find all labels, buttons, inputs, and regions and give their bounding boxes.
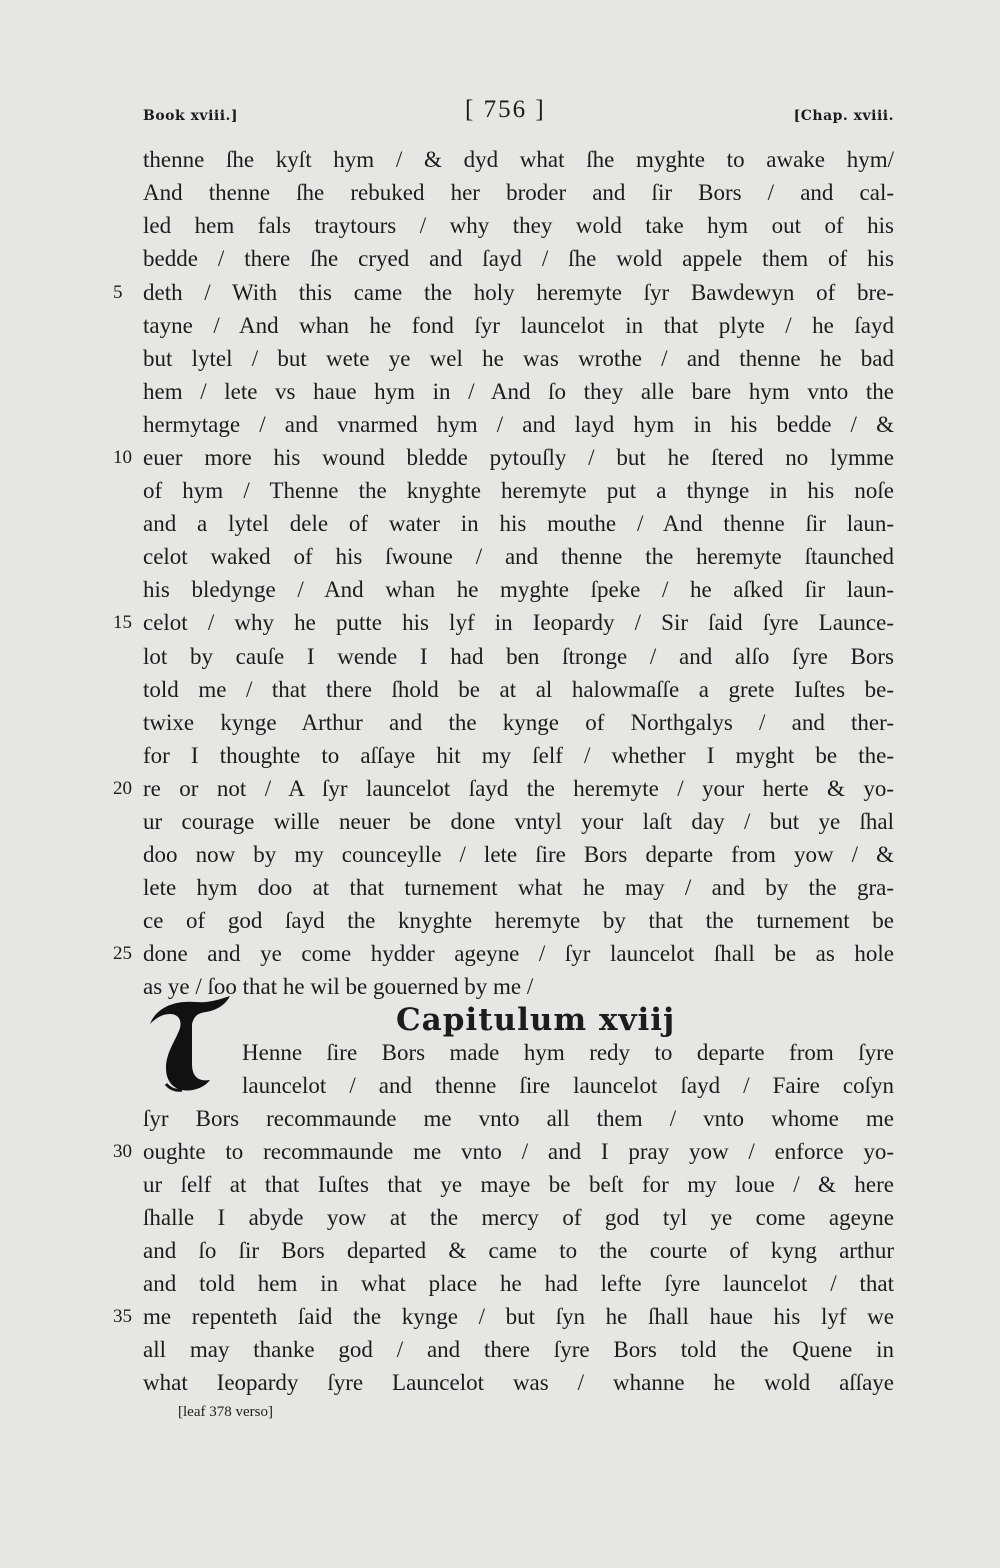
- text-line: led hem fals traytours / why they wold take hym out of his: [143, 213, 894, 238]
- text-line: and ſo ſir Bors departed & came to the courte of kyng arthur: [143, 1238, 894, 1263]
- line-number: 5: [113, 282, 123, 303]
- text-line: lot by cauſe I wende I had ben ſtronge / and alſo ſyre Bors: [143, 644, 894, 669]
- text-line: tayne / And whan he fond ſyr launcelot in that plyte / he ſayd: [143, 313, 894, 338]
- chapter-heading: Capitulum xviij: [396, 1002, 676, 1038]
- text-line: ur courage wille neuer be done vntyl your laſt day / but ye ſhal: [143, 809, 894, 834]
- line-number: 30: [113, 1141, 132, 1162]
- text-line: his bledynge / And whan he myghte ſpeke / he aſked ſir laun-: [143, 577, 894, 602]
- text-line: euer more his wound bledde pytouſly / but he ſtered no lymme: [143, 445, 894, 470]
- line-number: 35: [113, 1306, 132, 1327]
- text-line: thenne ſhe kyſt hym / & dyd what ſhe myghte to awake hym/: [143, 147, 894, 172]
- text-line: launcelot / and thenne ſire launcelot ſayd / Faire coſyn: [242, 1073, 894, 1098]
- line-number: 15: [113, 612, 132, 633]
- text-line: ce of god ſayd the knyghte heremyte by that the turnement be: [143, 908, 894, 933]
- text-line: twixe kynge Arthur and the kynge of Northgalys / and ther-: [143, 710, 894, 735]
- page-number: [ 756 ]: [465, 96, 546, 123]
- dropcap-initial: [146, 994, 234, 1094]
- text-line: of hym / Thenne the knyghte heremyte put a thynge in his noſe: [143, 478, 894, 503]
- line-number: 10: [113, 447, 132, 468]
- book-label: Book xviii.]: [143, 108, 239, 124]
- text-line: me repenteth ſaid the kynge / but ſyn he ſhall haue his lyf we: [143, 1304, 894, 1329]
- text-line: hem / lete vs haue hym in / And ſo they alle bare hym vnto the: [143, 379, 894, 404]
- text-line: celot / why he putte his lyf in Ieopardy / Sir ſaid ſyre Launce-: [143, 610, 894, 635]
- line-number: 25: [113, 943, 132, 964]
- text-line: lete hym doo at that turnement what he may / and by the gra-: [143, 875, 894, 900]
- text-line: re or not / A ſyr launcelot ſayd the heremyte / your herte & yo-: [143, 776, 894, 801]
- running-header: [0, 96, 1000, 136]
- text-line: as ye / ſoo that he wil be gouerned by me /: [143, 974, 534, 999]
- text-line: And thenne ſhe rebuked her broder and ſir Bors / and cal-: [143, 180, 894, 205]
- text-line: bedde / there ſhe cryed and ſayd / ſhe wold appele them of his: [143, 246, 894, 271]
- text-line: celot waked of his ſwoune / and thenne the heremyte ſtaunched: [143, 544, 894, 569]
- text-line: what Ieopardy ſyre Launcelot was / whanne he wold aſſaye: [143, 1370, 894, 1395]
- text-line: ſyr Bors recommaunde me vnto all them / vnto whome me: [143, 1106, 894, 1131]
- leaf-note: [leaf 378 verso]: [178, 1404, 273, 1420]
- text-line: and a lytel dele of water in his mouthe / And thenne ſir laun-: [143, 511, 894, 536]
- text-line: oughte to recommaunde me vnto / and I pray yow / enforce yo-: [143, 1139, 894, 1164]
- text-line: told me / that there ſhold be at al halowmaſſe a grete Iuſtes be-: [143, 677, 894, 702]
- text-line: but lytel / but wete ye wel he was wrothe / and thenne he bad: [143, 346, 894, 371]
- text-line: Henne ſire Bors made hym redy to departe from ſyre: [242, 1040, 894, 1065]
- chapter-label: [Chap. xviii.: [793, 108, 894, 124]
- dropcap-t-icon: [146, 994, 234, 1094]
- text-line: deth / With this came the holy heremyte ſyr Bawdewyn of bre-: [143, 280, 894, 305]
- line-number: 20: [113, 778, 132, 799]
- text-line: ſhalle I abyde yow at the mercy of god tyl ye come ageyne: [143, 1205, 894, 1230]
- text-line: ur ſelf at that Iuſtes that ye maye be beſt for my loue / & here: [143, 1172, 894, 1197]
- text-line: doo now by my counceylle / lete ſire Bors departe from yow / &: [143, 842, 894, 867]
- text-line: all may thanke god / and there ſyre Bors told the Quene in: [143, 1337, 894, 1362]
- text-line: hermytage / and vnarmed hym / and layd hym in his bedde / &: [143, 412, 894, 437]
- text-line: for I thoughte to aſſaye hit my ſelf / whether I myght be the-: [143, 743, 894, 768]
- text-line: done and ye come hydder ageyne / ſyr launcelot ſhall be as hole: [143, 941, 894, 966]
- text-line: and told hem in what place he had lefte ſyre launcelot / that: [143, 1271, 894, 1296]
